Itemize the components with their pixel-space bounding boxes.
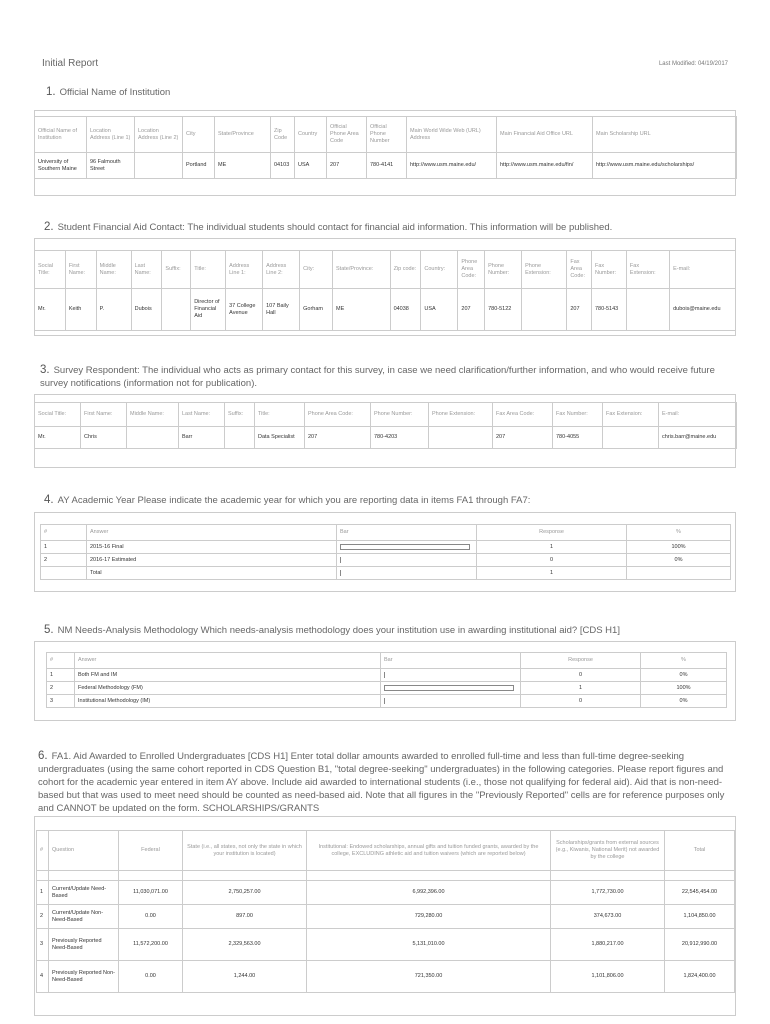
response-bar <box>340 544 470 550</box>
empty-cell <box>41 567 87 580</box>
section-5-title: 5. NM Needs-Analysis Methodology Which needs-analysis methodology does your institution use in awarding institutional aid? [CDS H1] <box>44 624 620 636</box>
table-cell: 2,329,563.00 <box>183 929 307 961</box>
response-percent: 0% <box>627 554 731 567</box>
table-cell: 4 <box>37 961 49 993</box>
table-cell: 721,350.00 <box>307 961 551 993</box>
column-header: Bar <box>337 525 477 541</box>
column-header: Federal <box>119 831 183 871</box>
table-cell: 11,572,200.00 <box>119 929 183 961</box>
row-number: 3 <box>47 695 75 708</box>
column-header: # <box>41 525 87 541</box>
empty-cell <box>665 871 735 881</box>
response-percent: 0% <box>641 695 727 708</box>
column-header: Fax Area Code: <box>493 403 553 427</box>
table-cell: 780-5143 <box>591 289 626 331</box>
table-cell: Current/Update Non-Need-Based <box>49 905 119 929</box>
total-row <box>41 567 731 580</box>
column-header: Phone Number: <box>485 251 522 289</box>
column-header: Total <box>665 831 735 871</box>
column-header: Zip code: <box>390 251 421 289</box>
table-cell: Previously Reported Need-Based <box>49 929 119 961</box>
spacer-row <box>37 871 735 881</box>
table-cell: USA <box>421 289 458 331</box>
table-cell: Keith <box>65 289 96 331</box>
column-header: Institutional: Endowed scholarships, annual gifts and tuition funded grants, awarded by the college, EXCLUDING athletic aid and tuition waivers (which are reported below) <box>307 831 551 871</box>
row-number: 1 <box>47 669 75 682</box>
response-count: 0 <box>477 554 627 567</box>
column-header: % <box>627 525 731 541</box>
total-bar <box>340 570 341 576</box>
table-cell: 6,992,396.00 <box>307 881 551 905</box>
table-cell <box>626 289 669 331</box>
column-header: Fax Number: <box>553 403 603 427</box>
section-3-title: 3. Survey Respondent: The individual who acts as primary contact for this survey, in case we need clarification/further information, and who would receive future survey notifications (information not for publication). <box>40 364 715 389</box>
column-header: % <box>641 653 727 669</box>
section-2-title: 2. Student Financial Aid Contact: The individual students should contact for financial aid information. This information will be published. <box>44 221 613 233</box>
column-header: E-mail: <box>659 403 737 427</box>
response-count: 0 <box>521 695 641 708</box>
section-1-title: 1. Official Name of Institution <box>46 86 171 98</box>
response-count: 0 <box>521 669 641 682</box>
table-cell: 207 <box>493 427 553 449</box>
column-header: Scholarships/grants from external sources (e.g., Kiwanis, National Merit) not awarded by the college <box>551 831 665 871</box>
column-header: Question <box>49 831 119 871</box>
column-header: Middle Name: <box>96 251 131 289</box>
table-cell: Barr <box>179 427 225 449</box>
column-header: Address Line 1: <box>226 251 263 289</box>
table-cell: 0.00 <box>119 905 183 929</box>
column-header: Social Title: <box>35 403 81 427</box>
empty-cell <box>627 567 731 580</box>
table-cell: 780-4055 <box>553 427 603 449</box>
table-cell <box>603 427 659 449</box>
empty-cell <box>183 871 307 881</box>
table-cell: Mr. <box>35 427 81 449</box>
response-percent: 100% <box>641 682 727 695</box>
table-cell: 1,880,217.00 <box>551 929 665 961</box>
row-number: 2 <box>47 682 75 695</box>
column-header: Fax Number: <box>591 251 626 289</box>
table-cell: http://www.usm.maine.edu/ <box>407 153 497 179</box>
response-bar <box>384 672 385 678</box>
column-header: First Name: <box>65 251 96 289</box>
table-cell: Dubois <box>131 289 162 331</box>
table-cell: 207 <box>327 153 367 179</box>
table-cell: 780-5122 <box>485 289 522 331</box>
header-row <box>41 525 731 541</box>
column-header: Country <box>295 117 327 153</box>
methodology-table <box>46 652 727 708</box>
response-count: 1 <box>521 682 641 695</box>
table-cell: Previously Reported Non-Need-Based <box>49 961 119 993</box>
column-header: Zip Code <box>271 117 295 153</box>
list-item <box>47 695 727 708</box>
table-cell: 96 Falmouth Street <box>87 153 135 179</box>
column-header: Phone Area Code: <box>458 251 485 289</box>
table-cell <box>162 289 191 331</box>
table-cell: Current/Update Need-Based <box>49 881 119 905</box>
header-row <box>35 403 737 427</box>
column-header: Address Line 2: <box>263 251 300 289</box>
column-header: City: <box>300 251 333 289</box>
column-header: Phone Number: <box>371 403 429 427</box>
table-cell: USA <box>295 153 327 179</box>
column-header: Middle Name: <box>127 403 179 427</box>
table-cell: Director of Financial Aid <box>191 289 226 331</box>
column-header: Suffix: <box>225 403 255 427</box>
table-cell: Mr. <box>35 289 66 331</box>
financial-aid-contact-table <box>34 250 736 331</box>
list-item <box>41 541 731 554</box>
column-header: Location Address (Line 1) <box>87 117 135 153</box>
section-1-number: 1. <box>46 86 56 98</box>
bar-cell <box>381 682 521 695</box>
section-4-title: 4. AY Academic Year Please indicate the academic year for which you are reporting data in items FA1 through FA7: <box>44 494 531 506</box>
section-6-title: 6. FA1. Aid Awarded to Enrolled Undergraduates [CDS H1] Enter total dollar amounts awarded to enrolled full-time and less than full-time degree-seeking undergraduates (using the same cohort reported in CDS Question B1, "total degree-seeking" undergraduates) in the following categories. Please report figures and cohort for the academic year entered in item AY above. Include aid awarded to international students (i.e., those not qualifying for federal aid). Aid that is non-need-based but that was used to meet need should be counted as need-based aid. Note that all figures in the "Previously Reported" cells are for reference purposes only and CANNOT be updated on the form. SCHOLARSHIPS/GRANTS <box>38 750 725 814</box>
table-cell: 897.00 <box>183 905 307 929</box>
table-row <box>35 427 737 449</box>
institution-table <box>34 116 737 179</box>
table-cell: 1,772,730.00 <box>551 881 665 905</box>
column-header: Fax Area Code: <box>567 251 592 289</box>
section-6-number: 6. <box>38 750 48 762</box>
header-row <box>35 251 736 289</box>
bar-cell <box>337 554 477 567</box>
column-header: Last Name: <box>131 251 162 289</box>
table-cell: http://www.usm.maine.edu/fin/ <box>497 153 593 179</box>
column-header: State/Province: <box>333 251 391 289</box>
table-cell: 20,912,990.00 <box>665 929 735 961</box>
column-header: First Name: <box>81 403 127 427</box>
column-header: Answer <box>75 653 381 669</box>
table-cell: 1,824,400.00 <box>665 961 735 993</box>
table-cell: Gorham <box>300 289 333 331</box>
column-header: Country: <box>421 251 458 289</box>
response-count: 1 <box>477 541 627 554</box>
table-cell: 207 <box>305 427 371 449</box>
column-header: Last Name: <box>179 403 225 427</box>
list-item <box>47 669 727 682</box>
column-header: Title: <box>191 251 226 289</box>
answer-label: Institutional Methodology (IM) <box>75 695 381 708</box>
response-percent: 0% <box>641 669 727 682</box>
table-cell: 11,030,071.00 <box>119 881 183 905</box>
table-cell: ME <box>333 289 391 331</box>
response-bar <box>340 557 341 563</box>
scholarships-grants-table <box>36 830 735 993</box>
column-header: Social Title: <box>35 251 66 289</box>
column-header: # <box>37 831 49 871</box>
list-item <box>41 554 731 567</box>
bar-cell <box>337 541 477 554</box>
table-cell: 207 <box>458 289 485 331</box>
section-4-number: 4. <box>44 494 54 506</box>
table-cell: 1,101,806.00 <box>551 961 665 993</box>
table-row <box>35 289 736 331</box>
answer-label: 2016-17 Estimated <box>87 554 337 567</box>
table-cell: 5,131,010.00 <box>307 929 551 961</box>
table-cell: chris.barr@maine.edu <box>659 427 737 449</box>
response-bar <box>384 698 385 704</box>
section-2-number: 2. <box>44 221 54 233</box>
table-cell: 1 <box>37 881 49 905</box>
column-header: Main World Wide Web (URL) Address <box>407 117 497 153</box>
table-cell: Portland <box>183 153 215 179</box>
table-cell: 107 Baily Hall <box>263 289 300 331</box>
last-modified: Last Modified: 04/19/2017 <box>658 61 728 67</box>
academic-year-table <box>40 524 731 580</box>
column-header: Official Name of Institution <box>35 117 87 153</box>
row-number: 2 <box>41 554 87 567</box>
table-cell: dubois@maine.edu <box>670 289 736 331</box>
table-row <box>37 929 735 961</box>
bar-cell <box>337 567 477 580</box>
empty-cell <box>551 871 665 881</box>
table-cell <box>522 289 567 331</box>
column-header: E-mail: <box>670 251 736 289</box>
column-header: Official Phone Area Code <box>327 117 367 153</box>
column-header: State (i.e., all states, not only the state in which your institution is located) <box>183 831 307 871</box>
table-cell: 207 <box>567 289 592 331</box>
column-header: Main Financial Aid Office URL <box>497 117 593 153</box>
table-cell <box>127 427 179 449</box>
table-cell: 2,750,257.00 <box>183 881 307 905</box>
column-header: Phone Extension: <box>429 403 493 427</box>
column-header: Response <box>477 525 627 541</box>
response-bar <box>384 685 514 691</box>
table-row <box>37 961 735 993</box>
section-3-number: 3. <box>40 364 50 376</box>
column-header: Fax Extension: <box>603 403 659 427</box>
table-cell: 04038 <box>390 289 421 331</box>
total-count: 1 <box>477 567 627 580</box>
column-header: Title: <box>255 403 305 427</box>
table-cell: Data Specialist <box>255 427 305 449</box>
list-item <box>47 682 727 695</box>
table-cell <box>225 427 255 449</box>
column-header: State/Province <box>215 117 271 153</box>
answer-label: 2015-16 Final <box>87 541 337 554</box>
column-header: Response <box>521 653 641 669</box>
answer-label: Both FM and IM <box>75 669 381 682</box>
table-cell: 3 <box>37 929 49 961</box>
column-header: Answer <box>87 525 337 541</box>
column-header: Bar <box>381 653 521 669</box>
row-number: 1 <box>41 541 87 554</box>
answer-label: Federal Methodology (FM) <box>75 682 381 695</box>
table-cell: http://www.usm.maine.edu/scholarships/ <box>593 153 737 179</box>
table-row <box>37 881 735 905</box>
table-cell: 1,104,850.00 <box>665 905 735 929</box>
table-cell: 780-4203 <box>371 427 429 449</box>
empty-cell <box>49 871 119 881</box>
column-header: Official Phone Number <box>367 117 407 153</box>
table-row <box>37 905 735 929</box>
total-label: Total <box>87 567 337 580</box>
table-cell: Chris <box>81 427 127 449</box>
table-cell: 374,673.00 <box>551 905 665 929</box>
table-cell: 780-4141 <box>367 153 407 179</box>
column-header: Suffix: <box>162 251 191 289</box>
table-cell: 2 <box>37 905 49 929</box>
bar-cell <box>381 669 521 682</box>
column-header: Phone Extension: <box>522 251 567 289</box>
section-5-number: 5. <box>44 624 54 636</box>
column-header: Main Scholarship URL <box>593 117 737 153</box>
empty-cell <box>307 871 551 881</box>
table-cell: 0.00 <box>119 961 183 993</box>
table-cell: 1,244.00 <box>183 961 307 993</box>
report-title: Initial Report <box>42 58 99 69</box>
response-percent: 100% <box>627 541 731 554</box>
column-header: City <box>183 117 215 153</box>
empty-cell <box>37 871 49 881</box>
table-row <box>35 153 737 179</box>
table-cell: 729,280.00 <box>307 905 551 929</box>
header-row <box>37 831 735 871</box>
table-cell: 37 College Avenue <box>226 289 263 331</box>
column-header: Fax Extension: <box>626 251 669 289</box>
bar-cell <box>381 695 521 708</box>
column-header: Location Address (Line 2) <box>135 117 183 153</box>
table-cell: 22,545,454.00 <box>665 881 735 905</box>
table-cell: P. <box>96 289 131 331</box>
table-cell: ME <box>215 153 271 179</box>
header-row <box>47 653 727 669</box>
table-cell <box>135 153 183 179</box>
table-cell <box>429 427 493 449</box>
table-cell: 04103 <box>271 153 295 179</box>
column-header: # <box>47 653 75 669</box>
table-cell: University of Southern Maine <box>35 153 87 179</box>
column-header: Phone Area Code: <box>305 403 371 427</box>
survey-respondent-table <box>34 402 737 449</box>
empty-cell <box>119 871 183 881</box>
header-row <box>35 117 737 153</box>
